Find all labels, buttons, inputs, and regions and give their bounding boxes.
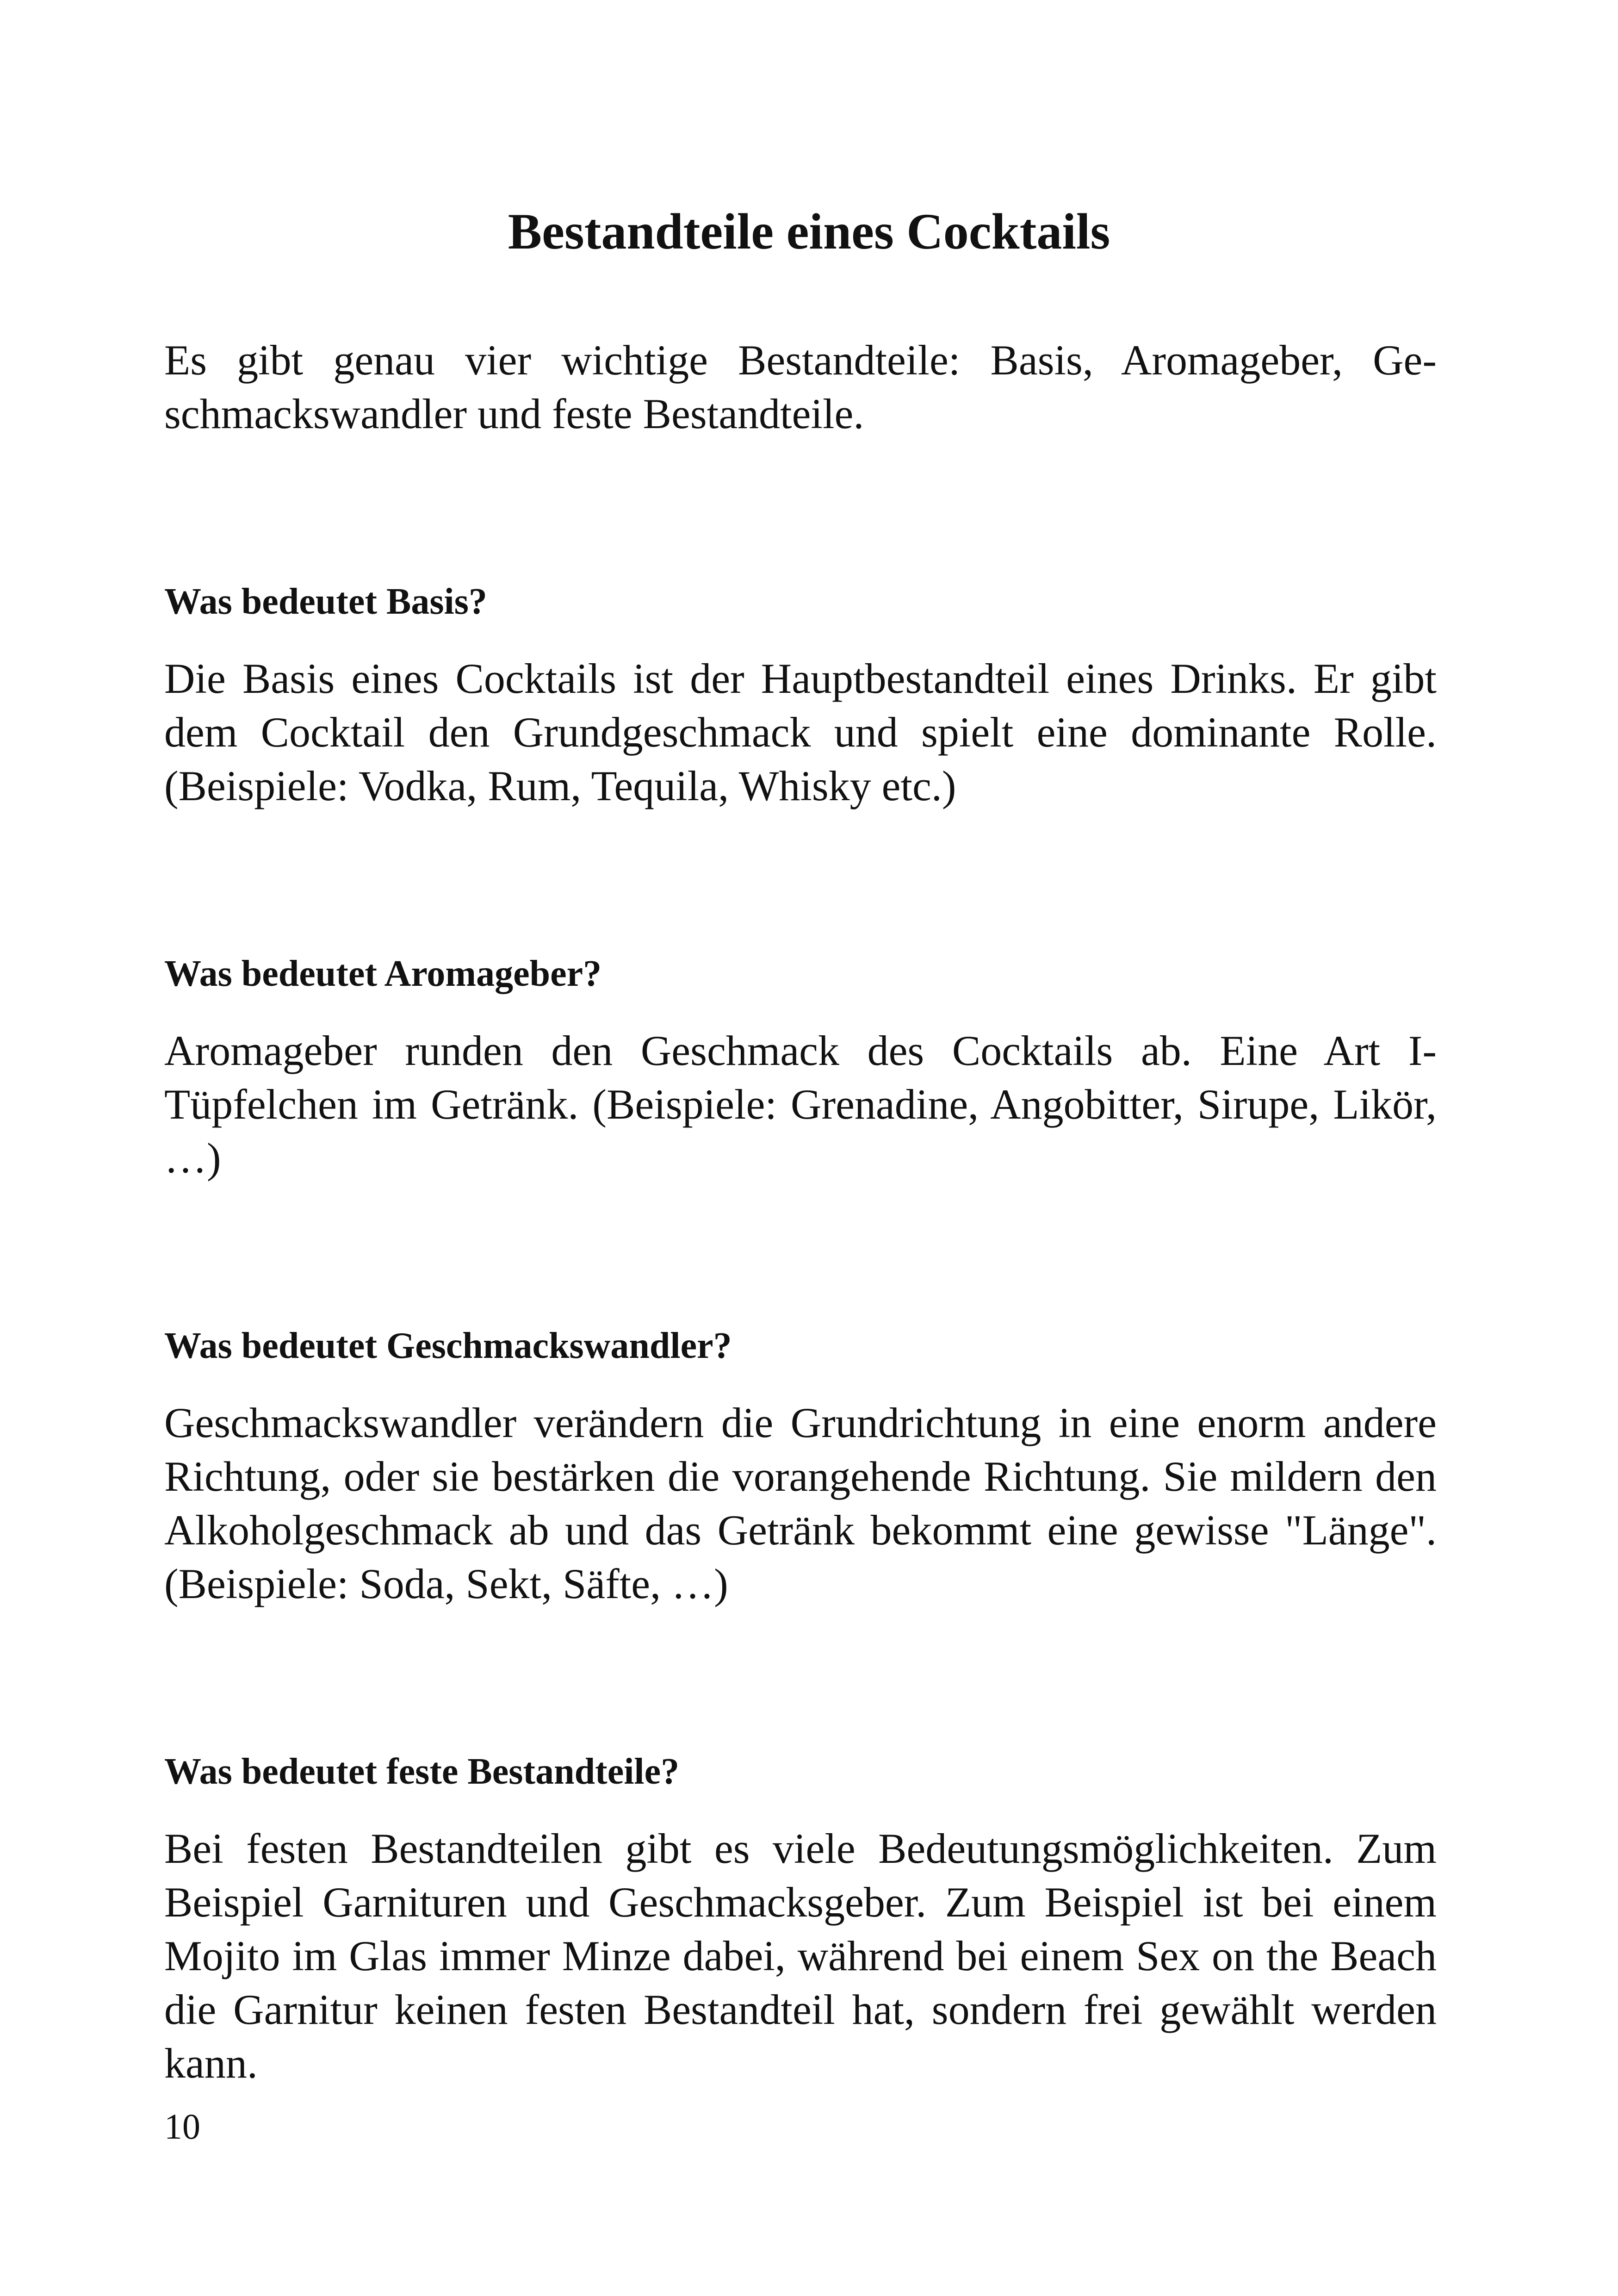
- section-text: Die Basis eines Cocktails ist der Hauptbestandteil eines Drinks. Er gibt dem Cocktail den Grundgeschmack und spielt eine dominante Rolle. (Beispiele: Vodka, Rum, Tequila, Whisky etc.): [164, 655, 1437, 809]
- section-basis: [164, 575, 1437, 813]
- section-aromageber: [164, 947, 1437, 1185]
- section-text: Aromageber runden den Geschmack des Cocktails ab. Eine Art I-Tüpfelchen im Getränk. (Beispiele: Grenadine, Angobitter, Sirupe, Likör, …): [164, 1027, 1437, 1182]
- page-content: [164, 333, 1437, 2090]
- page-number: 10: [164, 2106, 200, 2147]
- section-heading: Was bedeutet Basis?: [164, 581, 487, 622]
- section-text: Geschmackswandler verändern die Grundrichtung in eine enorm andere Richtung, oder sie bestärken die vorangehende Richtung. Sie mildern den Alkoholgeschmack ab und das Getränk bekommt eine gewisse "Länge". (Beispiele: Soda, Sekt, Säfte, …): [164, 1399, 1437, 1607]
- page-title: Bestandteile eines Cocktails: [508, 203, 1110, 260]
- intro-paragraph: Es gibt genau vier wichtige Bestandteile: Basis, Aromageber, Geschmackswandler und feste Bestandteile.: [164, 336, 1437, 437]
- section-heading: Was bedeutet feste Bestandteile?: [164, 1751, 680, 1792]
- section-feste-bestandteile: [164, 1745, 1437, 2090]
- section-text: Bei festen Bestandteilen gibt es viele Bedeutungsmöglichkeiten. Zum Beispiel Garnituren und Geschmacksgeber. Zum Beispiel ist bei einem Mojito im Glas immer Minze dabei, während bei einem Sex on the Beach die Garnitur keinen festen Bestandteil hat, sondern frei gewählt werden kann.: [164, 1825, 1437, 2087]
- section-geschmackswandler: [164, 1319, 1437, 1611]
- section-heading: Was bedeutet Aromageber?: [164, 953, 602, 994]
- section-heading: Was bedeutet Geschmackswandler?: [164, 1325, 732, 1366]
